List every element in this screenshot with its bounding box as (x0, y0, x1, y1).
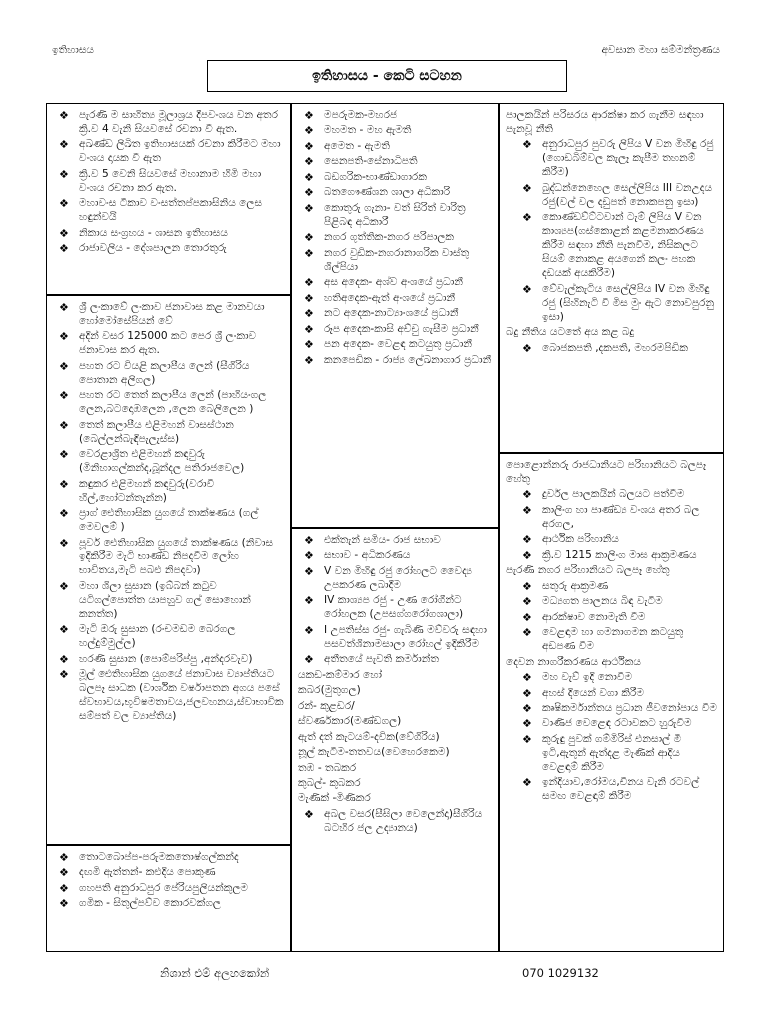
list-item (51, 668, 284, 724)
diamond-bullet-icon: ❖ (304, 353, 314, 367)
list-item-text: ආර්ථික පරිහානිය (542, 533, 619, 546)
diamond-bullet-icon: ❖ (59, 579, 69, 593)
list-item (504, 717, 717, 731)
list-item (504, 504, 717, 532)
list-item-text: මහමත - මහ ඇමති (324, 124, 412, 137)
list-item (51, 897, 284, 911)
diamond-bullet-icon: ❖ (522, 579, 532, 593)
list-item (296, 808, 492, 836)
section-social-classes (46, 845, 291, 952)
list-item-text: කෘෂිකර්මාන්තය ප්‍රධාන ජීවනෝපාය වීම (542, 702, 717, 714)
section-intro: බදු නීතිය යටතේ අය කළ බදු (506, 326, 635, 339)
diamond-bullet-icon: ❖ (522, 732, 532, 746)
diamond-bullet-icon: ❖ (522, 341, 532, 355)
list-item (504, 626, 717, 654)
diamond-bullet-icon: ❖ (304, 338, 314, 352)
diamond-bullet-icon: ❖ (304, 534, 314, 547)
list-item-text: බුද්ධන්නෙහෙල සෙල්ලිපිය III වනඋදය රජු(වල් වල දඩුපත් නොකපනු ඉසා) (542, 181, 713, 208)
list-item (296, 292, 492, 306)
diamond-bullet-icon: ❖ (304, 276, 314, 290)
list-item (51, 168, 284, 196)
section-environment-laws (499, 103, 724, 453)
list-item-text: නගර වුඩික-නගරානාගරික වාස්තු ශිල්පියා (324, 246, 470, 273)
list-item (296, 276, 492, 290)
diamond-bullet-icon: ❖ (522, 626, 532, 640)
diamond-bullet-icon: ❖ (304, 186, 314, 200)
diamond-bullet-icon: ❖ (59, 668, 69, 682)
diamond-bullet-icon: ❖ (59, 536, 69, 550)
list-item (296, 109, 492, 123)
list-item-text: ප්‍රාග් ඓතිහාසික යුගයේ තාක්ෂණය (ගල් මෙවලම් ) (79, 507, 259, 534)
list-item (296, 534, 492, 548)
diamond-bullet-icon: ❖ (59, 881, 69, 895)
list-item (296, 307, 492, 321)
list-item (296, 653, 492, 667)
page-title: ඉතිහාසය - කෙටි සටහන (207, 60, 567, 92)
list-item-text: මූල් ඓතිහාසික යුගයේ ජනාවාස ව්‍යාප්තියට බලපෑ සාධක (වාර්ශික වර්ෂාපතන අගය පසේ ස්වභාවය,භූවිෂමතාවය,ජලවහනය,ස්වාභාවික සම්පත් වල ව්‍යාප්තිය) (79, 668, 284, 723)
list-item (504, 211, 717, 281)
diamond-bullet-icon: ❖ (59, 477, 69, 491)
list-item-text: තොටබොප්ප-පරුමකතොෂ්ගල්කන්ද (79, 851, 239, 863)
list-item (296, 124, 492, 138)
list-item (51, 653, 284, 667)
diamond-bullet-icon: ❖ (304, 653, 314, 667)
list-item (504, 702, 717, 716)
diamond-bullet-icon: ❖ (304, 807, 314, 821)
diamond-bullet-icon: ❖ (522, 548, 532, 562)
list-item-text: පන අදෙක- වෙළඳ කටයුතු ප්‍රධානී (324, 338, 472, 351)
list-item-text: කොණ්ඩව්ට්ටවාන් ටැම් ලිපිය V වන කාශ්‍යප(ගස්කොළන් කළමනාකරණය කිරීම සඳහා නීති පැනවීම, නිසිකලට සියම් නොකළ අයගෙන් කලං පහක දඩයක් අයකිරීම) (542, 211, 704, 280)
diamond-bullet-icon: ❖ (304, 322, 314, 336)
diamond-bullet-icon: ❖ (59, 448, 69, 462)
list-item (296, 186, 492, 200)
list-item (504, 671, 717, 685)
list-item-text: බොජකපති ,දකපති, මහරමපිඩික (542, 341, 688, 354)
diamond-bullet-icon: ❖ (59, 197, 69, 211)
list-item-text: පූර්ව ඓතිහාසික යුගයේ තාක්ෂණය (නිවාස ඉදිකිරීම මැටි භාණ්ඩ නිපදවීම ලෝහ භාවිතය,මැටි පබළු නිපදවා) (79, 536, 274, 577)
diamond-bullet-icon: ❖ (304, 594, 314, 608)
diamond-bullet-icon: ❖ (59, 301, 69, 314)
list-item-text: ක්‍රි.ව 1215 කාලිංග මාඝ ආක්‍රමණය (542, 548, 697, 561)
list-item-text: කොතුරු ගැනා- වත් සිරිත් වාරිත්‍ර පිළිබඳ අධිකාරී (324, 201, 466, 228)
diamond-bullet-icon: ❖ (59, 652, 69, 666)
list-item-text: දුර්වල පාලකයින් බලයට පත්වීම (542, 488, 685, 501)
diamond-bullet-icon: ❖ (522, 702, 532, 715)
list-item (504, 611, 717, 625)
diamond-bullet-icon: ❖ (522, 181, 532, 195)
list-item-text: අමෙත - ඇමති (324, 139, 390, 152)
section-intro: දෙවන නාගරීකරණය ආර්ථිකය (506, 655, 642, 668)
text-line: කබර(මුතුගල) (298, 684, 361, 697)
diamond-bullet-icon: ❖ (522, 610, 532, 624)
list-item (296, 247, 492, 275)
list-item (51, 580, 284, 622)
list-item (504, 733, 717, 775)
text-line: නූල් කැටීම-තතවය(වෙහෙරකෙම) (298, 746, 450, 759)
list-item-text: තෙත් කලාපීය එළිමහන් වාසස්ථාන (බෙල්ලන්බැඳිපැලැස්ස) (79, 418, 234, 445)
list-item-text: ඉන්දියාව,රෝමය,චීනය වැනි රටවල් සමඟ වෙළඳාම් කිරීම (542, 776, 700, 803)
list-item (296, 155, 492, 169)
list-item (51, 242, 284, 256)
list-item-text: කඳුකර එළිමහන් කඳවුරු(වරාවී හිල්,හෝටන්තැන්න) (79, 477, 215, 504)
list-item (51, 330, 284, 358)
list-item-text: කාලිංග හා පාණ්ඩ්‍ය වංශය අතර බල අරගල, (542, 503, 700, 530)
list-item-text: අස අදෙක- අශ්ව අංශයේ ප්‍රධානී (324, 276, 463, 289)
diamond-bullet-icon: ❖ (522, 211, 532, 225)
text-line: රන්- කුළඩර/ (298, 699, 355, 712)
list-item-text: වේවැල්කැටිය සෙල්ලිපිය IV වන මිහිඳු රජු (සිහිනැටි වී මිස මුං ඇට නොවපුරනු ඉසා) (542, 282, 715, 323)
list-item-text: කනපෙඩික - රාජ්‍ය ලේඛනාගාර ප්‍රධානී (324, 353, 492, 366)
diamond-bullet-icon: ❖ (304, 124, 314, 138)
list-item-text: හරණි සුසාන (පොම්පරිප්පු ,අන්දරවැව) (79, 652, 253, 665)
list-item-text: අනුරාධපුර පුවරු ලිපිය V වන මිහිඳු රජු (ගොඩබිම්වල කැලෑ කැපීම තහනම් කිරීම) (542, 138, 714, 179)
list-item (504, 687, 717, 701)
list-item (504, 595, 717, 609)
list-item (51, 109, 284, 137)
diamond-bullet-icon: ❖ (522, 503, 532, 517)
list-item-text: ගහපති අනුරාධපුර පේරියපුලියන්කුලම (79, 881, 249, 894)
list-item (51, 360, 284, 388)
list-item-text: අදින් වසර 125000 කට පෙර ශ්‍රී ලංකාව ජනාවාස කර ඇත. (79, 330, 257, 357)
diamond-bullet-icon: ❖ (304, 155, 314, 169)
diamond-bullet-icon: ❖ (304, 109, 314, 122)
list-item-text: IV කාශ්‍යප රජු - උණ රෝගීන්ට රෝහලක (උපසග්ගරෝගශාලා) (324, 594, 464, 621)
list-item-text: බඩගරික-භාණ්ඩාගාරක (324, 170, 427, 183)
list-item-text: නගර ගුත්තික-නගර පරිපාලක (324, 231, 455, 244)
section-decline (499, 453, 724, 952)
list-item-text: අතීතයේ පැවති කර්මාන්ත (324, 653, 439, 666)
section-intro: පැරණි නගර පරිහානියට බලපෑ හේතු (506, 564, 670, 577)
section-intro: පොළොන්නරු රාජධානියට පරිහානියට බලපෑ හේතු (506, 459, 707, 485)
list-item-text: හතිඅදෙක-ඇත් අංශයේ ප්‍රධානී (324, 291, 456, 304)
list-item-text: දඟමි ඇත්තන්- කළුදිය පොකුණ (79, 866, 216, 879)
diamond-bullet-icon: ❖ (304, 623, 314, 637)
diamond-bullet-icon: ❖ (304, 291, 314, 305)
list-item (51, 851, 284, 865)
list-item-text: සෙනපති-සේනාධිපති (324, 155, 418, 168)
list-item (504, 342, 717, 356)
list-item (296, 594, 492, 622)
diamond-bullet-icon: ❖ (522, 488, 532, 502)
diamond-bullet-icon: ❖ (522, 138, 532, 152)
list-item-text: ශ්‍රී ලංකාවේ ලංකාව ජනාවාස කළ මානවයා හෝමෝසේපියන් වේ (79, 301, 265, 327)
diamond-bullet-icon: ❖ (59, 507, 69, 521)
diamond-bullet-icon: ❖ (59, 389, 69, 403)
diamond-bullet-icon: ❖ (59, 167, 69, 181)
diamond-bullet-icon: ❖ (59, 138, 69, 152)
text-line: තඹ - තබකර (298, 761, 357, 774)
diamond-bullet-icon: ❖ (59, 109, 69, 122)
list-item-text: මැටි ඔරු සුසාන (රංචමඩම බෙරගල හල්දුම්මුල්ල) (79, 623, 236, 650)
list-item (296, 171, 492, 185)
diamond-bullet-icon: ❖ (522, 282, 532, 296)
list-item (296, 624, 492, 652)
list-item-text: කුරුඳු පුවක් ගම්මිරිස් එනසාල් මී ඉටි,ඇතුන් ඇත්දළ මැණික් ආදිය වෙළඳාම් කිරීම (542, 732, 682, 773)
list-item-text: මහාවංස ටීකාව වංසත්තප්පකාසිනිය ලෙස හඳුන්වයි (79, 197, 263, 224)
list-item-text: වාණිජ වෙළෙඳ රටාවකට හුරුවීම (542, 717, 692, 730)
list-item-text: V වන මිහිඳු රජු රෝහලට වෛද්‍ය උපකරණ ලබාදීම (324, 564, 473, 591)
diamond-bullet-icon: ❖ (522, 533, 532, 547)
list-item (504, 776, 717, 804)
list-item (51, 138, 284, 166)
list-item (296, 565, 492, 593)
diamond-bullet-icon: ❖ (304, 549, 314, 563)
list-item (51, 419, 284, 447)
section-officials (291, 103, 499, 528)
diamond-bullet-icon: ❖ (304, 246, 314, 260)
section-prehistory (46, 295, 291, 845)
list-item (504, 182, 717, 210)
author-name: නිශාන් එම් අලහකෝන් (160, 966, 270, 980)
list-item-text: ක්‍රි.ව 5 වෙනි සියවසේ මහානාම හිමි මහා වංශය රචනා කර ඇත. (79, 167, 262, 194)
diamond-bullet-icon: ❖ (304, 139, 314, 153)
list-item-text: ආරක්ෂාව නොමැති වීම (542, 610, 646, 623)
subject-label: ඉතිහාසය (52, 44, 94, 56)
diamond-bullet-icon: ❖ (304, 231, 314, 245)
list-item-text: මපරුමක-මහරජ (324, 109, 398, 121)
list-item-text: අහස් දියෙන් වගා කිරීම (542, 686, 645, 699)
diamond-bullet-icon: ❖ (304, 170, 314, 184)
list-item-text: නට අදෙක-නාට්‍යාංශයේ ප්‍රධානී (324, 307, 459, 320)
section-justice-industry (291, 528, 499, 952)
list-item (51, 882, 284, 896)
diamond-bullet-icon: ❖ (59, 866, 69, 880)
text-line: යකඩ-කම්මාර හෝ (298, 668, 383, 681)
list-item (51, 866, 284, 880)
section-sources (46, 103, 291, 295)
list-item (51, 507, 284, 535)
list-item-text: නිකාය සංග්‍රහය - ශාසන ඉතිහාසය (79, 226, 229, 239)
list-item-text: I උපතිස්ස රජු- ගැබිණි මව්වරු සඳහා පසවත්ශිනාමසාලා රෝහල් ඉදිකිරීම (324, 623, 487, 650)
list-item (296, 549, 492, 563)
diamond-bullet-icon: ❖ (59, 226, 69, 240)
list-item (51, 197, 284, 225)
list-item (504, 283, 717, 325)
list-item-text: එක්තැන් සමිය- රාජ සභාව (324, 534, 441, 546)
list-item (51, 623, 284, 651)
diamond-bullet-icon: ❖ (59, 897, 69, 911)
list-item (296, 231, 492, 245)
list-item (296, 323, 492, 337)
list-item-text: සතුරු ආක්‍රමණ (542, 579, 609, 592)
diamond-bullet-icon: ❖ (522, 717, 532, 731)
list-item (296, 202, 492, 230)
text-line: ස්වර්ණකාර(මණ්ඩගල) (298, 715, 402, 728)
diamond-bullet-icon: ❖ (59, 851, 69, 864)
diamond-bullet-icon: ❖ (304, 307, 314, 321)
list-item (504, 533, 717, 547)
list-item (51, 227, 284, 241)
diamond-bullet-icon: ❖ (59, 418, 69, 432)
list-item-text: රූප අදෙක-කාසි අච්චු ගැසීම ප්‍රධානී (324, 322, 479, 335)
diamond-bullet-icon: ❖ (522, 671, 532, 685)
text-line: මැණික් -මිණිකර (298, 792, 371, 805)
section-intro: පාලකයින් පරිසරය ආරක්ෂා කර ගැනීම සඳහා පැනවූ නීති (506, 109, 704, 135)
list-item-text: පහත රට වියළි කලාපීය ලෙන් (සීගිරිය පොතාන අලිගල) (79, 359, 250, 386)
seminar-label: අවසාන මහා සම්මන්ත්‍රණය (601, 44, 720, 56)
diamond-bullet-icon: ❖ (304, 201, 314, 215)
list-item-text: මහා ශිලා සුසාන (ඉබ්බන් කටුව යටිගල්පොත්ත යාපහුව ගල් සොහොන් කනත්ත) (79, 579, 251, 620)
list-item (504, 138, 717, 180)
list-item-text: ගමික - සිතුල්පව්ව කොරවක්ගල (79, 897, 222, 910)
list-item (296, 338, 492, 352)
diamond-bullet-icon: ❖ (59, 330, 69, 344)
list-item (296, 354, 492, 368)
diamond-bullet-icon: ❖ (59, 359, 69, 373)
list-item-text: රාජාවලිය - දේශපාලන තොරතුරු (79, 242, 227, 255)
diamond-bullet-icon: ❖ (59, 242, 69, 256)
list-item-text: පහත රට තෙත් කලාපීය ලෙන් (පාහියංගල ලෙන,බටදොඹලෙන ,ලෙන බෙලිලෙන ) (79, 389, 267, 416)
list-item (51, 389, 284, 417)
text-line: කුබල්- කුබකර (298, 777, 361, 789)
list-item-text: මහ වැව් ඉදි නොවීම (542, 671, 633, 684)
list-item (51, 448, 284, 476)
diamond-bullet-icon: ❖ (522, 776, 532, 790)
phone-number: 070 1029132 (522, 966, 599, 980)
list-item-text: පැරණි ම සාහිත්‍ය මූලාශ්‍රය දීපවංශය වන අතර ක්‍රි.ව 4 වැනි සියවසේ රචනා වී ඇත. (79, 109, 279, 135)
diamond-bullet-icon: ❖ (59, 623, 69, 637)
diamond-bullet-icon: ❖ (522, 595, 532, 609)
list-item-text: අඛණ්ඩ ලිඛිත ඉතිහාසයක් රචනා කිරීමට මහා වංශය දායක වී ඇත (79, 138, 281, 165)
text-line: ඇත් දත් කැටයම්-දවික(වේගිරිය) (298, 730, 440, 743)
list-item (51, 537, 284, 579)
list-item (504, 580, 717, 594)
list-item-text: අබල වසර(සීඝිලා වෙලෙන්දා)සීගිරිය බටහිර ජල උද්‍යානය) (324, 807, 483, 834)
list-item (51, 301, 284, 329)
list-item-text: වෙළඳාම හා ගමනාගමන කටයුතු අඩපණ වීම (542, 626, 684, 653)
list-item-text: වෙරළාශ්‍රිත එළිමහන් කඳවුරු (මිනිහාගල්කන්ද,බූන්දල පතිරාජවෙල) (79, 448, 245, 475)
list-item-text: මධ්‍යගත පාලනය බිඳ වැටීම (542, 595, 663, 608)
list-item-text: සභාව - අධිකරණය (324, 549, 411, 562)
list-item (296, 140, 492, 154)
diamond-bullet-icon: ❖ (304, 564, 314, 578)
list-item (51, 478, 284, 506)
list-item (504, 549, 717, 563)
list-item (504, 488, 717, 502)
list-item-text: බතගෞණ්ශන ශාලා අධිකාරි (324, 186, 451, 199)
diamond-bullet-icon: ❖ (522, 686, 532, 700)
